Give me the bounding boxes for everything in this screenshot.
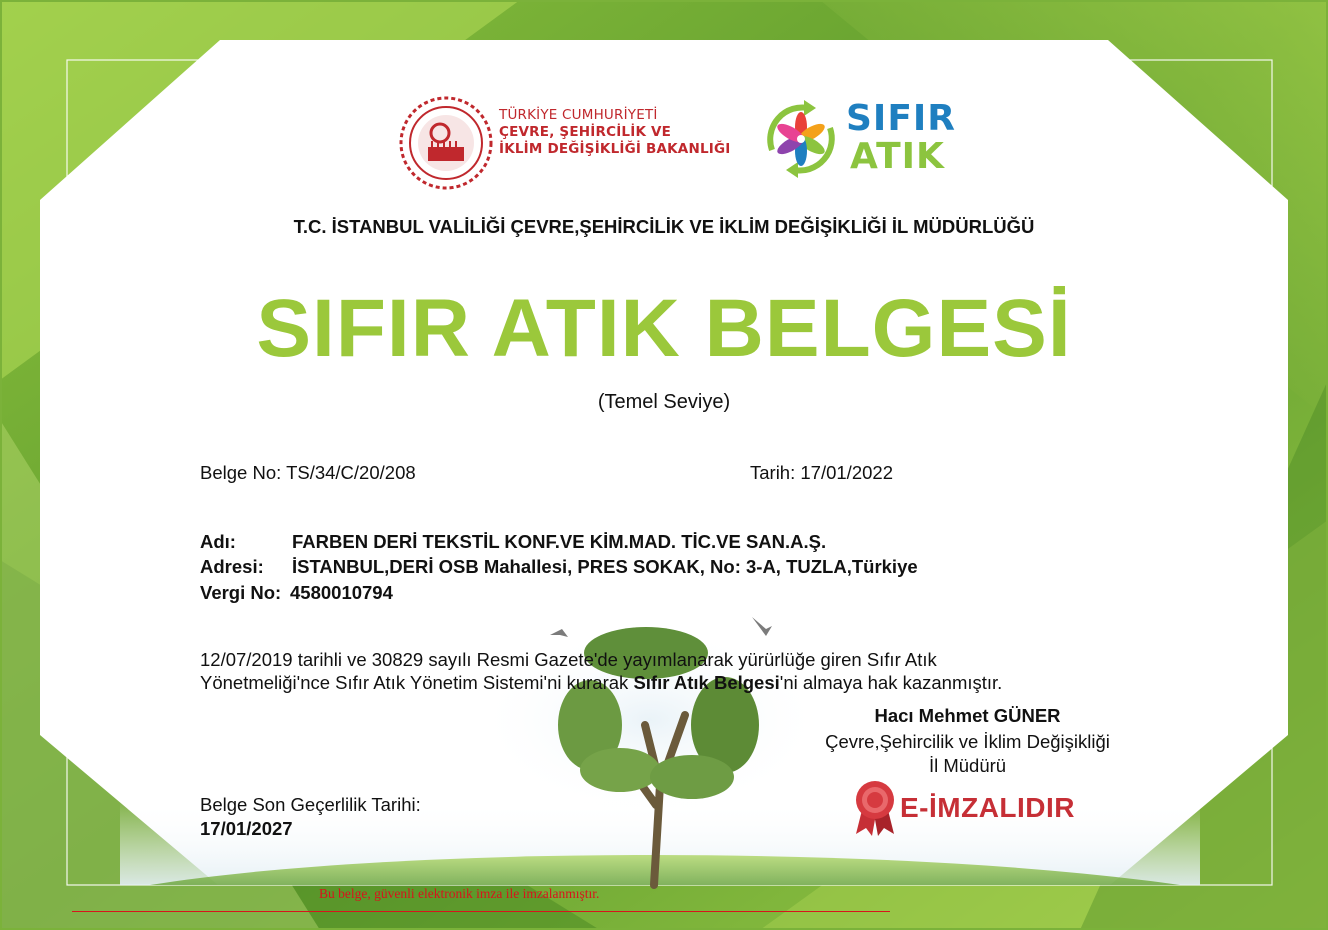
bird-icon	[550, 629, 568, 637]
recycle-flower-icon	[760, 98, 842, 180]
certificate-number-label: Belge No:	[200, 462, 282, 483]
certificate-date	[750, 462, 893, 484]
ministry-emblem-icon	[398, 95, 494, 191]
certificate-date-value: 17/01/2022	[800, 462, 893, 483]
statement-line-2	[200, 671, 1002, 694]
issuing-office: T.C. İSTANBUL VALİLİĞİ ÇEVRE,ŞEHİRCİLİK VE İKLİM DEĞİŞİKLİĞİ İL MÜDÜRLÜĞÜ	[293, 216, 1035, 237]
signatory-title-2: İl Müdürü	[928, 755, 1007, 776]
signature-footnote: Bu belge, güvenli elektronik imza ile imzalanmıştır.	[319, 886, 600, 901]
ministry-line-3: İKLİM DEĞİŞİKLİĞİ BAKANLIĞI	[499, 141, 731, 157]
program-logo-line-1: SIFIR	[846, 98, 957, 139]
bird-icon	[752, 617, 772, 636]
certificate-number-value: TS/34/C/20/208	[286, 462, 416, 483]
e-signature-badge: E-İMZALIDIR	[900, 792, 1076, 823]
program-logo-line-2: ATIK	[850, 136, 945, 177]
certificate-date-label: Tarih:	[750, 462, 796, 483]
holder-address-label: Adresi:	[200, 556, 264, 577]
statement-line-2-end: 'ni almaya hak kazanmıştır.	[779, 672, 1003, 693]
certificate-level: (Temel Seviye)	[597, 391, 731, 413]
holder-address-value: İSTANBUL,DERİ OSB Mahallesi, PRES SOKAK, No: 3-A, TUZLA,Türkiye	[292, 556, 918, 577]
holder-name-label: Adı:	[200, 531, 236, 552]
signatory-name: Hacı Mehmet GÜNER	[874, 705, 1061, 726]
ministry-line-2: ÇEVRE, ŞEHİRCİLİK VE	[499, 124, 672, 140]
validity-date: 17/01/2027	[200, 818, 293, 839]
program-logo-text	[846, 100, 956, 176]
certificate-number	[200, 462, 416, 484]
certificate-title: SIFIR ATIK BELGESİ	[256, 283, 1072, 374]
validity-label: Belge Son Geçerlilik Tarihi:	[200, 794, 421, 815]
ministry-name	[499, 107, 731, 158]
statement-line-2-emphasis: Sıfır Atık Belgesi	[633, 672, 780, 693]
statement-line-1: 12/07/2019 tarihli ve 30829 sayılı Resmi Gazete'de yayımlanarak yürürlüğe giren Sıfır Atık	[200, 649, 937, 670]
seal-ribbon-icon	[852, 780, 898, 836]
footnote-divider	[72, 911, 890, 912]
signatory-title-1: Çevre,Şehircilik ve İklim Değişikliği	[825, 731, 1110, 752]
statement-line-2-start: Yönetmeliği'nce Sıfır Atık Yönetim Sistemi'ni kurarak	[200, 672, 634, 693]
holder-name-value: FARBEN DERİ TEKSTİL KONF.VE KİM.MAD. TİC.VE SAN.A.Ş.	[292, 531, 827, 552]
certificate-statement	[200, 648, 1002, 694]
holder-tax-value: 4580010794	[290, 582, 393, 603]
ministry-line-1: TÜRKİYE CUMHURİYETİ	[499, 107, 658, 123]
holder-tax-label: Vergi No:	[200, 582, 282, 603]
